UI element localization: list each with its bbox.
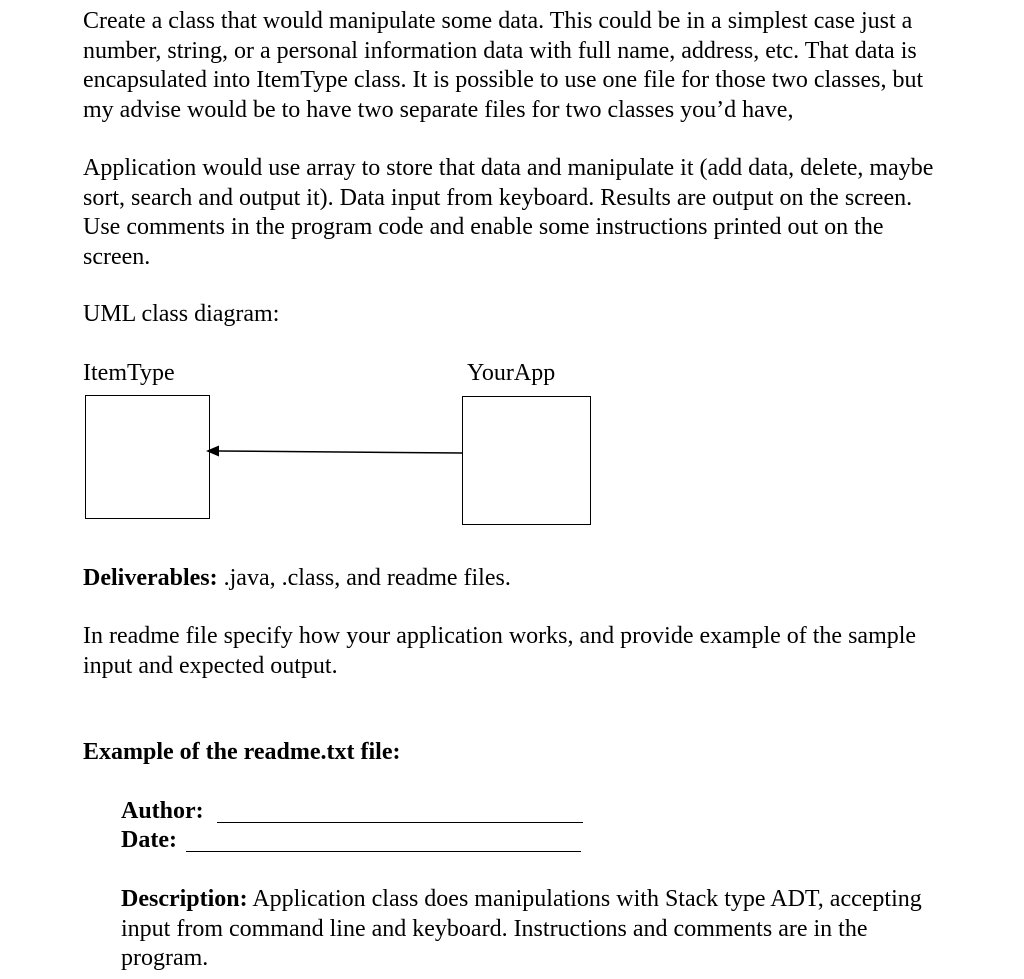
deliverables-label: Deliverables: bbox=[83, 565, 218, 591]
date-label: Date: bbox=[121, 827, 177, 853]
intro-paragraph: Create a class that would manipulate some data. This could be in a simplest case just a number, string, or a personal information data with full name, address, etc. That data is encapsulated into ItemType class. It is possible to use one file for those two classes, but my advise would be to have two separate files for two classes you’d have, bbox=[83, 8, 924, 123]
uml-heading: UML class diagram: bbox=[83, 301, 280, 327]
date-blank-line bbox=[186, 851, 581, 852]
deliverables-line bbox=[83, 564, 511, 593]
yourapp-class-label: YourApp bbox=[467, 360, 556, 386]
application-paragraph: Application would use array to store that data and manipulate it (add data, delete, maybe sort, search and output it). Data input from keyboard. Results are output on the screen. Use comments in the program code and enable some instructions printed out on the screen. bbox=[83, 155, 934, 270]
deliverables-text: .java, .class, and readme files. bbox=[217, 565, 511, 591]
association-line bbox=[218, 451, 462, 453]
author-blank-line bbox=[217, 822, 583, 823]
readme-note-paragraph: In readme file specify how your application works, and provide example of the sample input and expected output. bbox=[83, 623, 917, 679]
author-label: Author: bbox=[121, 798, 204, 824]
description-text: Application class does manipulations with Stack type ADT, accepting input from command line and keyboard. Instructions and comments are in the program. bbox=[121, 886, 922, 971]
example-heading: Example of the readme.txt file: bbox=[83, 739, 401, 765]
description-paragraph bbox=[121, 885, 1001, 974]
arrowhead bbox=[206, 446, 219, 457]
description-label: Description: bbox=[121, 886, 248, 912]
itemtype-class-label: ItemType bbox=[83, 360, 175, 386]
